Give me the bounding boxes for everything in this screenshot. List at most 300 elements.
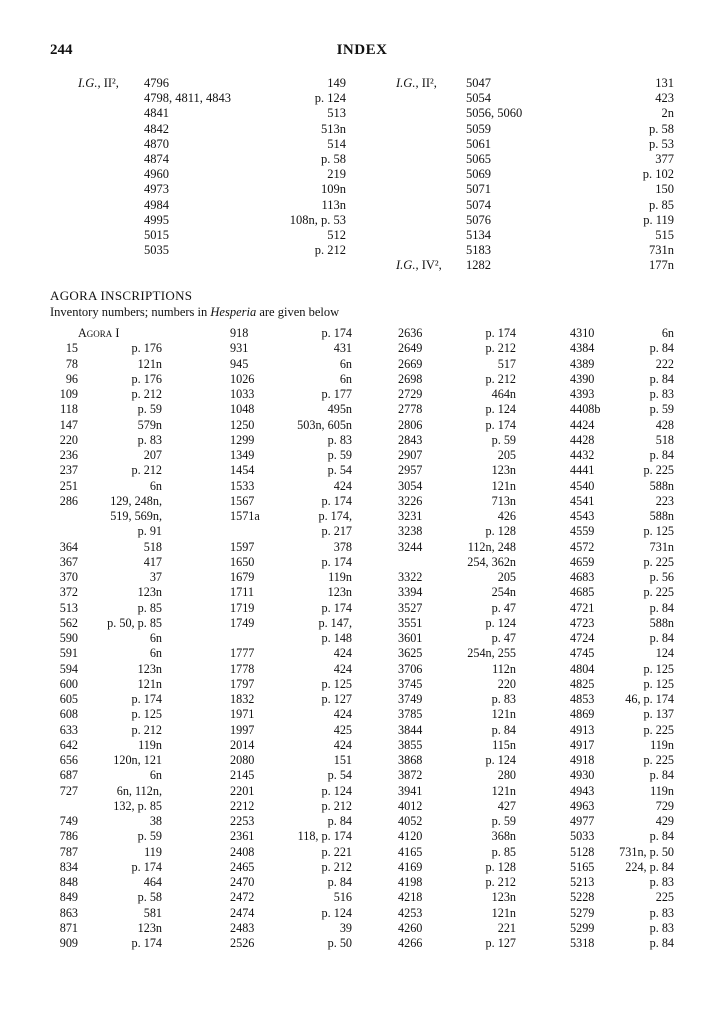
index-reference: p. 212 [131, 463, 162, 478]
inventory-number: 4913 [570, 722, 595, 737]
index-reference: p. 174, [318, 509, 352, 523]
index-row: 945 6n [230, 356, 352, 371]
index-row [398, 829, 516, 844]
index-row [50, 829, 162, 844]
index-row: 2472 516 [230, 890, 352, 905]
inventory-number: 4917 [570, 737, 595, 752]
index-row: 1997 425 [230, 722, 352, 737]
index-reference: p. 83 [491, 692, 516, 706]
index-reference: p. 91 [137, 524, 162, 539]
section-note [50, 305, 339, 320]
index-reference: 123n [137, 661, 162, 676]
index-reference: p. 148 [321, 631, 352, 645]
inventory-number: 834 [59, 859, 78, 874]
index-row [50, 906, 162, 921]
index-number: 4995 [144, 212, 169, 227]
index-reference: p. 127 [485, 936, 516, 950]
index-reference: 464n [491, 387, 516, 401]
index-reference: p. 83 [137, 432, 162, 447]
index-prefix: I.G., II², [78, 76, 119, 90]
index-row [50, 738, 162, 753]
inventory-number: 3625 [398, 646, 423, 661]
inventory-number: 4012 [398, 798, 423, 813]
index-reference: p. 177 [321, 387, 352, 401]
inventory-number: 5318 [570, 936, 595, 950]
index-number: 5076 [466, 212, 491, 227]
index-row [398, 326, 516, 341]
index-row [570, 768, 674, 783]
index-row [78, 228, 346, 243]
index-reference: p. 58 [649, 121, 674, 136]
index-row [396, 91, 674, 106]
index-reference: 424 [333, 707, 352, 722]
index-number: 5071 [466, 182, 491, 197]
index-reference: 224, p. 84 [625, 859, 674, 874]
inventory-number: 3844 [398, 722, 423, 737]
ig-column-left [78, 76, 346, 258]
inventory-number: 118 [60, 402, 78, 417]
index-reference: 131 [655, 76, 674, 90]
index-reference: 713n [491, 493, 516, 508]
index-row [78, 122, 346, 137]
index-row: 1454 p. 54 [230, 463, 352, 478]
index-row [396, 152, 674, 167]
index-row [570, 646, 674, 661]
inventory-number: 4218 [398, 890, 423, 905]
index-reference: 220 [497, 676, 516, 691]
inventory-number: 591 [59, 646, 78, 661]
inventory-number: 2698 [398, 371, 423, 386]
index-row [398, 357, 516, 372]
index-row [570, 784, 674, 799]
index-row [570, 540, 674, 555]
index-reference: 368n [491, 829, 516, 844]
index-number: 4870 [144, 136, 169, 151]
index-reference: p. 50 [327, 936, 352, 950]
index-row: 1711 123n [230, 585, 352, 600]
index-reference: p. 212 [485, 371, 516, 386]
index-reference: p. 59 [491, 814, 516, 828]
index-row [396, 182, 674, 197]
inventory-number: 3872 [398, 768, 423, 783]
index-row: 1533 424 [230, 478, 352, 493]
index-row [570, 906, 674, 921]
index-row [396, 243, 674, 258]
inventory-number: 4930 [570, 768, 595, 783]
index-row: 1250 503n, 605n [230, 417, 352, 432]
index-reference: 503n, 605n [297, 417, 352, 432]
inventory-number: 2729 [398, 387, 423, 401]
index-reference: 6n [149, 646, 162, 661]
index-row [398, 875, 516, 890]
index-reference: 427 [497, 798, 516, 813]
index-row [398, 601, 516, 616]
inventory-number: 372 [59, 585, 78, 600]
index-row [570, 799, 674, 814]
inventory-number: 4853 [570, 692, 595, 706]
index-row: 1749 p. 147, [230, 615, 352, 630]
index-row: 2201 p. 124 [230, 783, 352, 798]
index-row: 2408 p. 221 [230, 844, 352, 859]
index-row [50, 433, 162, 448]
index-row [398, 936, 516, 951]
index-reference: p. 53 [649, 136, 674, 151]
index-reference: 514 [327, 136, 346, 151]
index-row [230, 631, 352, 646]
index-row [570, 860, 674, 875]
index-row [396, 137, 674, 152]
index-reference: 205 [497, 570, 516, 584]
index-reference: p. 85 [649, 197, 674, 212]
index-reference: p. 85 [137, 600, 162, 615]
inventory-number: 370 [59, 570, 78, 584]
index-reference: 515 [655, 227, 674, 242]
index-reference: 588n [649, 509, 674, 523]
index-row [50, 357, 162, 372]
index-number: 5054 [466, 91, 491, 106]
index-reference: p. 212 [314, 243, 346, 258]
index-row: 1597 378 [230, 539, 352, 554]
index-prefix: I.G., IV², [396, 258, 442, 273]
index-reference: 223 [655, 493, 674, 508]
index-number: 1282 [466, 258, 491, 273]
inventory-number: 5279 [570, 905, 595, 920]
inventory-number: 2669 [398, 356, 423, 371]
index-row [570, 707, 674, 722]
index-reference: 513n [321, 121, 346, 136]
index-reference: 495n [327, 402, 352, 417]
index-reference: p. 56 [649, 570, 674, 584]
index-row [50, 387, 162, 402]
index-row [398, 662, 516, 677]
agora-column-1 [50, 326, 162, 951]
index-row [396, 228, 674, 243]
index-reference: p. 84 [649, 768, 674, 783]
inventory-number: 4804 [570, 661, 595, 676]
index-reference: 731n [649, 539, 674, 554]
index-reference: 151 [333, 753, 352, 767]
index-row [50, 768, 162, 783]
inventory-number: 562 [59, 615, 78, 630]
index-reference: p. 83 [649, 387, 674, 401]
index-row [50, 723, 162, 738]
index-row [398, 692, 516, 707]
index-reference: 46, p. 174 [625, 692, 674, 706]
inventory-number: 4165 [398, 844, 423, 859]
inventory-number: 4432 [570, 448, 595, 462]
index-number: 4973 [144, 182, 169, 197]
page-title: INDEX [336, 42, 388, 58]
index-reference: p. 174 [131, 692, 162, 706]
index-row [570, 692, 674, 707]
index-row [78, 91, 346, 106]
index-row: 2212 p. 212 [230, 798, 352, 813]
index-reference: 38 [149, 814, 162, 828]
index-reference: p. 124 [485, 753, 516, 767]
index-row: 2474 p. 124 [230, 905, 352, 920]
index-reference: 118, p. 174 [297, 829, 352, 844]
index-number: 4960 [144, 167, 169, 182]
index-reference: 39 [339, 920, 352, 935]
index-row: 1571a p. 174, [230, 509, 352, 523]
index-row [396, 213, 674, 228]
index-row [570, 402, 674, 417]
index-reference: 6n [339, 371, 352, 386]
inventory-number: 4825 [570, 676, 595, 691]
index-row [50, 402, 162, 417]
inventory-number: 4393 [570, 387, 595, 401]
index-reference: p. 59 [327, 448, 352, 462]
inventory-number: 4943 [570, 783, 595, 798]
index-reference: 207 [143, 448, 162, 462]
index-reference: 512 [327, 227, 346, 242]
inventory-number: 4869 [570, 707, 595, 722]
index-reference: p. 84 [491, 722, 516, 737]
index-reference: 513 [327, 106, 346, 121]
index-reference: 6n [149, 768, 162, 783]
index-row [398, 906, 516, 921]
index-reference: p. 128 [485, 524, 516, 539]
index-reference: 123n [137, 920, 162, 935]
inventory-number: 2843 [398, 432, 423, 447]
index-row: 1299 p. 83 [230, 432, 352, 447]
index-reference: p. 125 [643, 524, 674, 539]
index-reference: 115n [492, 737, 516, 752]
index-reference: p. 54 [327, 463, 352, 478]
index-row [570, 814, 674, 829]
inventory-number: 513 [59, 600, 78, 615]
index-reference: 6n [149, 478, 162, 493]
index-row [50, 646, 162, 661]
index-reference: 6n [339, 356, 352, 371]
inventory-number: 236 [59, 448, 78, 462]
inventory-number: 4389 [570, 356, 595, 371]
index-number: 5074 [466, 197, 491, 212]
inventory-number: 15 [65, 341, 78, 356]
inventory-number: 656 [59, 753, 78, 767]
index-row [396, 167, 674, 182]
index-number: 4796 [144, 76, 169, 90]
inventory-number: 4441 [570, 463, 595, 478]
index-reference: 222 [655, 356, 674, 371]
index-row [570, 372, 674, 387]
index-reference: 588n [649, 615, 674, 630]
index-reference: p. 83 [649, 920, 674, 935]
index-row [570, 753, 674, 768]
index-row [398, 570, 516, 585]
index-number: 5183 [466, 243, 491, 258]
index-reference: p. 84 [649, 829, 674, 844]
inventory-number: 786 [59, 829, 78, 844]
index-reference: 518 [143, 539, 162, 554]
inventory-number: 4572 [570, 539, 595, 554]
index-row [50, 936, 162, 951]
page-header [50, 42, 674, 62]
index-reference: 424 [333, 478, 352, 493]
index-row: 1777 424 [230, 646, 352, 661]
index-reference: 426 [497, 509, 516, 523]
index-reference: p. 174 [485, 417, 516, 432]
index-row [570, 555, 674, 570]
index-row [396, 198, 674, 213]
index-row [570, 616, 674, 631]
index-row: 1033 p. 177 [230, 387, 352, 401]
index-reference: p. 147, [318, 615, 352, 630]
index-reference: p. 59 [491, 432, 516, 447]
inventory-number: 608 [59, 707, 78, 722]
index-reference: 6n [661, 326, 674, 340]
inventory-number: 3855 [398, 737, 423, 752]
index-reference: 108n, p. 53 [289, 212, 346, 227]
index-reference: p. 59 [649, 402, 674, 417]
index-row [398, 509, 516, 524]
index-reference: p. 119 [643, 212, 674, 227]
index-row [398, 479, 516, 494]
inventory-number: 4745 [570, 646, 595, 661]
index-reference: p. 47 [491, 631, 516, 645]
index-row [570, 936, 674, 951]
index-row [398, 814, 516, 829]
index-row: 1778 424 [230, 661, 352, 676]
index-number: 4798, 4811, 4843 [144, 91, 232, 106]
index-row [50, 540, 162, 555]
inventory-number: 590 [59, 631, 78, 645]
index-row [78, 243, 346, 258]
agora-column-3 [398, 326, 516, 951]
index-number: 5015 [144, 227, 169, 242]
index-row [570, 463, 674, 478]
index-number: 5035 [144, 243, 169, 258]
index-reference: 119n [650, 737, 674, 752]
index-row [570, 662, 674, 677]
index-number: 5134 [466, 227, 491, 242]
inventory-number: 220 [59, 432, 78, 447]
index-row: 931 431 [230, 341, 352, 356]
inventory-number: 909 [59, 936, 78, 950]
index-row [398, 418, 516, 433]
inventory-number: 633 [59, 722, 78, 737]
inventory-number: 4659 [570, 554, 595, 569]
index-reference: p. 176 [131, 341, 162, 356]
index-row [398, 753, 516, 768]
index-reference: 428 [655, 417, 674, 432]
index-row: 2080 151 [230, 753, 352, 767]
inventory-number: 4424 [570, 417, 595, 432]
index-reference: 517 [497, 356, 516, 371]
inventory-number: 4052 [398, 814, 423, 828]
index-reference: p. 84 [649, 448, 674, 462]
index-reference: p. 84 [649, 600, 674, 615]
index-row: 1048 495n [230, 402, 352, 417]
index-reference: p. 174 [321, 554, 352, 569]
index-row [50, 860, 162, 875]
inventory-number: 4384 [570, 341, 595, 356]
index-row [230, 524, 352, 539]
index-number: 5056, 5060 [466, 106, 523, 121]
index-row [398, 784, 516, 799]
inventory-number: 147 [59, 417, 78, 432]
index-row: 2465 p. 212 [230, 859, 352, 874]
index-row [570, 448, 674, 463]
index-prefix: I.G., II², [396, 76, 437, 90]
section-note-italic: Hesperia [210, 305, 257, 319]
index-row [570, 829, 674, 844]
inventory-number: 3322 [398, 570, 423, 584]
index-row [398, 433, 516, 448]
index-row [398, 540, 516, 555]
inventory-number: 5213 [570, 875, 595, 889]
index-reference: 731n, p. 50 [619, 844, 674, 859]
inventory-number: 109 [59, 387, 78, 401]
inventory-number: 871 [59, 920, 78, 935]
index-reference: 119 [144, 844, 162, 859]
index-row [50, 845, 162, 860]
index-reference: p. 125 [321, 676, 352, 691]
index-reference: p. 47 [491, 600, 516, 615]
index-reference: 119n [328, 570, 352, 584]
index-row: 2145 p. 54 [230, 768, 352, 783]
index-row [78, 76, 346, 91]
page-number: 244 [50, 42, 73, 58]
index-row: 1971 424 [230, 707, 352, 722]
index-row [570, 418, 674, 433]
inventory-number: 237 [59, 463, 78, 478]
index-reference: p. 124 [485, 402, 516, 417]
inventory-number: 4120 [398, 829, 423, 844]
index-reference: 254n [491, 585, 516, 600]
index-row [398, 799, 516, 814]
inventory-number: 2636 [398, 326, 423, 340]
index-row [78, 106, 346, 121]
index-reference: p. 124 [314, 91, 346, 106]
index-reference: p. 102 [642, 167, 674, 182]
index-row [398, 723, 516, 738]
index-row [570, 494, 674, 509]
index-reference: p. 174 [321, 493, 352, 508]
index-row [396, 258, 674, 273]
index-reference: 109n [321, 182, 346, 197]
index-row [78, 152, 346, 167]
index-reference: p. 212 [131, 722, 162, 737]
index-reference: p. 58 [137, 890, 162, 905]
inventory-number: 5165 [570, 859, 595, 874]
index-reference: 121n [137, 356, 162, 371]
index-reference: 423 [655, 91, 674, 106]
index-reference: 121n [137, 676, 162, 691]
index-reference: 6n [149, 631, 162, 645]
inventory-number: 4559 [570, 524, 595, 539]
inventory-number: 5033 [570, 829, 595, 844]
inventory-number: 2778 [398, 402, 423, 417]
index-row [50, 692, 162, 707]
index-row: 2526 p. 50 [230, 936, 352, 950]
index-reference: 280 [497, 768, 516, 783]
index-reference: 729 [655, 798, 674, 813]
index-row: 2253 p. 84 [230, 814, 352, 828]
index-row [50, 463, 162, 478]
index-row [398, 555, 516, 570]
index-reference: p. 125 [643, 676, 674, 691]
index-reference: p. 84 [649, 341, 674, 356]
inventory-number: 3054 [398, 478, 423, 493]
index-row [570, 524, 674, 539]
index-reference: 581 [143, 905, 162, 920]
index-row [50, 524, 162, 539]
inventory-number: 4428 [570, 432, 595, 447]
inventory-number: 600 [59, 676, 78, 691]
index-row [50, 921, 162, 936]
index-row: 1797 p. 125 [230, 676, 352, 691]
